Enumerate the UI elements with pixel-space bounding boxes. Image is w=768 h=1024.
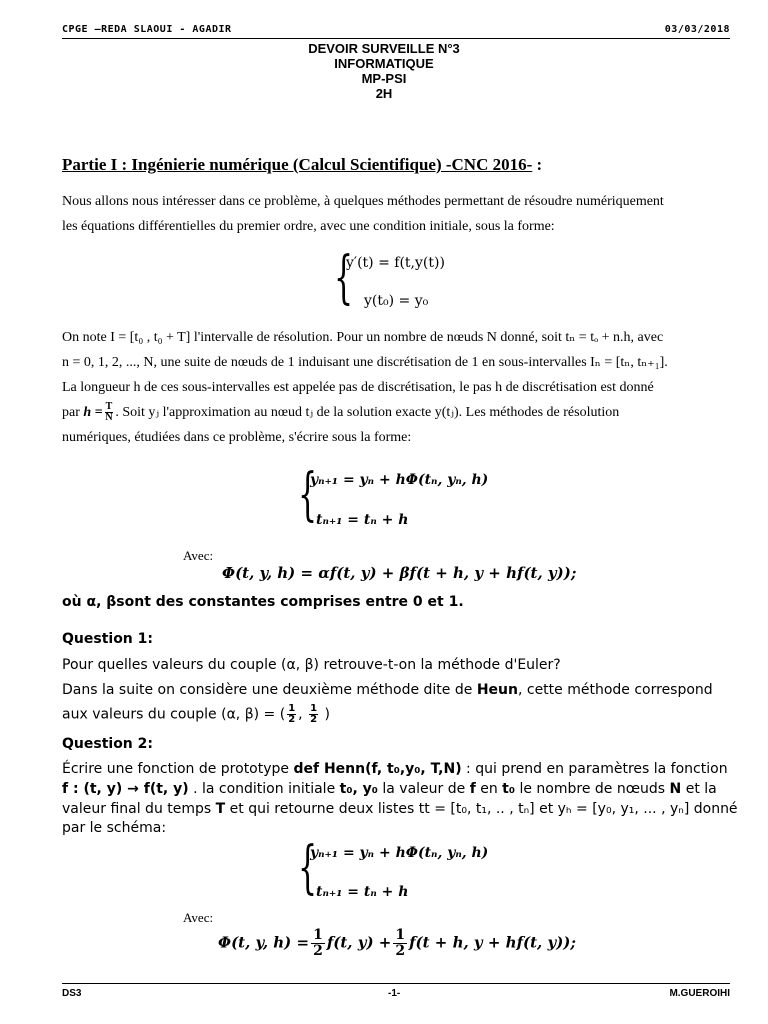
exam-class: MP-PSI: [361, 71, 407, 86]
page-header: [62, 24, 730, 35]
exam-duration: 2H: [375, 86, 393, 101]
footer-page-number: -1-: [388, 988, 401, 999]
definition-paragraph: On note I = [t₀ , t₀ + T] l'intervalle de résolution. Pour un nombre de nœuds N donné, soit tₙ = tₒ + n.h, avec n = 0, 1, 2, ..., N, une suite de nœuds de 1 induisant une discrétisation de 1 en sous-intervalles Iₙ = [tₙ, tₙ₊₁]. La longueur h de ces sous-intervalles est appelée pas de discrétisation, le pas h de discrétisation est donné par h = $\frac{T}{N}$ . Soit yⱼ l'approximation au nœud tⱼ de la solution exacte y(tⱼ). Les méthodes de résolution numériques, étudiées dans ce problème, s'écrire sous la forme:: [62, 330, 668, 445]
question-1-line3: aux valeurs du couple (α, β) = ( $\frac{1}{2}$ , $\frac{1}{2}$ ): [62, 703, 330, 725]
system1-eq1: y′(t) = f(t,y(t)): [346, 255, 445, 271]
phi-formula-1: Φ(t, y, h) = αf(t, y) + βf(t + h, y + hf(t, y));: [222, 564, 577, 582]
exam-titles: [0, 41, 768, 101]
header-date: 03/03/2018: [664, 24, 730, 35]
step-fraction: $\frac{T}{N}$: [105, 401, 113, 424]
system3-eq2: tₙ₊₁ = tₙ + h: [316, 884, 409, 900]
footer-rule: [62, 983, 730, 984]
part-heading: Partie I : Ingénierie numérique (Calcul Scientifique) -CNC 2016- :: [62, 155, 543, 174]
question-2-line1: Écrire une fonction de prototype def Henn(f, t₀,y₀, T,N) : qui prend en paramètres la fonction: [62, 761, 728, 777]
question-2-line4: par le schéma:: [62, 820, 167, 836]
question-2-line2: f : (t, y) → f(t, y) . la condition initiale t₀, y₀ la valeur de f en t₀ le nombre de nœuds N et la: [62, 781, 717, 797]
avec-label-2: Avec:: [183, 910, 214, 925]
footer-author: M.GUEROIHI: [669, 988, 730, 999]
header-school: CPGE –REDA SLAOUI - AGADIR: [62, 24, 232, 35]
constants-text: où α, βsont des constantes comprises entre 0 et 1.: [62, 594, 464, 610]
system2-eq1: yₙ₊₁ = yₙ + hΦ(tₙ, yₙ, h): [310, 472, 489, 488]
system3-eq1: yₙ₊₁ = yₙ + hΦ(tₙ, yₙ, h): [310, 845, 489, 861]
question-2-line3: valeur final du temps T et qui retourne deux listes tt = [t₀, t₁, .. , tₙ] et yₕ = [y₀, y₁, ... , yₙ] donné: [62, 801, 738, 817]
exam-subject: INFORMATIQUE: [334, 56, 434, 71]
system2-eq2: tₙ₊₁ = tₙ + h: [316, 512, 409, 528]
question-2-title: Question 2:: [62, 736, 153, 752]
part-title: Partie I : Ingénierie numérique (Calcul Scientifique) -CNC 2016-: [62, 155, 533, 174]
avec-label-1: Avec:: [183, 548, 214, 563]
exam-title: DEVOIR SURVEILLE N°3: [308, 41, 460, 56]
header-rule: [62, 38, 730, 39]
question-1-title: Question 1:: [62, 631, 153, 647]
system2-brace: {: [298, 462, 318, 529]
system1-brace: {: [334, 245, 354, 312]
question-1-line2: Dans la suite on considère une deuxième méthode dite de Heun, cette méthode correspond: [62, 682, 713, 698]
intro-paragraph: Nous allons nous intéresser dans ce problème, à quelques méthodes permettant de résoudre numériquement les équations différentielles du premier ordre, avec une condition initiale, sous la forme:: [62, 194, 664, 234]
phi-formula-2: Φ(t, y, h) = $\frac{1}{2} f(t$, y) + $\frac{1}{2} f(t + h$, y + hf(t, y));: [218, 927, 576, 959]
system1-eq2: y(t₀) = y₀: [364, 293, 429, 309]
footer-code: DS3: [62, 988, 82, 999]
question-1-line1: Pour quelles valeurs du couple (α, β) retrouve-t-on la méthode d'Euler?: [62, 657, 561, 673]
system3-brace: {: [298, 835, 318, 902]
